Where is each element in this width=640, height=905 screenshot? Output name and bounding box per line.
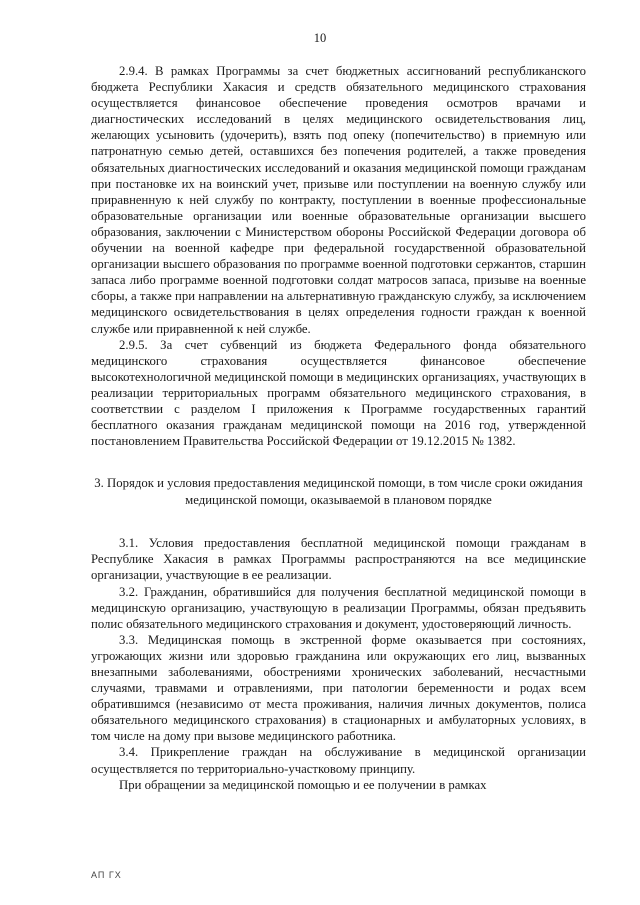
- paragraph-2-9-5: 2.9.5. За счет субвенций из бюджета Федерального фонда обязательного медицинского страхования осуществляется финансовое обеспечение высокотехнологичной медицинской помощи в медицинских организациях, участвующих в реализации территориальных программ обязательного медицинского страхования, в соответствии с разделом I приложения к Программе государственных гарантий бесплатного оказания гражданам медицинской помощи на 2016 год, утвержденной постановлением Правительства Российской Федерации от 19.12.2015 № 1382.: [91, 337, 586, 449]
- paragraph-3-1: 3.1. Условия предоставления бесплатной медицинской помощи гражданам в Республике Хакасия в рамках Программы распространяются на все медицинские организации, участвующие в ее реализации.: [91, 536, 586, 583]
- paragraph-2-9-4: 2.9.4. В рамках Программы за счет бюджетных ассигнований республиканского бюджета Республики Хакасия и средств обязательного медицинского страхования осуществляется финансовое обеспечение проведения осмотров врачами и диагностических исследований в целях медицинского освидетельствования лиц, желающих усыновить (удочерить), взять под опеку (попечительство) в приемную или патронатную семью детей, оставшихся без попечения родителей, а также проведения обязательных диагностических исследований и оказания медицинской помощи гражданам при постановке их на воинский учет, призыве или поступлении на военную службу или приравненную к ней службу по контракту, поступлении в военные профессиональные образовательные организации или военные образовательные организации высшего образования, заключении с Министерством обороны Российской Федерации договора об обучении на военной кафедре при федеральной государственной образовательной организации высшего образования по программе военной подготовки сержантов, старшин запаса либо программе военной подготовки солдат матросов запаса, призыве на военные сборы, а также при направлении на альтернативную гражданскую службу, за исключением медицинского освидетельствования в целях определения годности граждан к военной службе или приравненной к ней службе.: [91, 64, 586, 336]
- paragraph-3-2: 3.2. Гражданин, обратившийся для получения бесплатной медицинской помощи в медицинскую организацию, участвующую в реализации Программы, обязан предъявить полис обязательного медицинского страхования и документ, удостоверяющий личность.: [91, 584, 586, 631]
- document-body: [91, 63, 586, 793]
- section-heading-3: 3. Порядок и условия предоставления медицинской помощи, в том числе сроки ожидания медицинской помощи, оказываемой в плановом порядке: [94, 476, 583, 508]
- page-number: 10: [313, 31, 327, 45]
- paragraph-3-3: 3.3. Медицинская помощь в экстренной форме оказывается при состояниях, угрожающих жизни или здоровью гражданина или окружающих его лиц, вызванных внезапными заболеваниями, обострениями хронических заболеваний, несчастными случаями, травмами и отравлениями, при патологии беременности и родах всем обратившимся (независимо от места проживания, наличия личных документов, полиса обязательного медицинского страхования) в стационарных и амбулаторных условиях, в том числе на дому при вызове медицинского работника.: [91, 632, 586, 744]
- paragraph-3-4: 3.4. Прикрепление граждан на обслуживание в медицинской организации осуществляется по территориально-участковому принципу.: [91, 745, 586, 776]
- paragraph-continuation: При обращении за медицинской помощью и ее получении в рамках: [119, 777, 487, 792]
- footer-mark: АП ГХ: [91, 870, 122, 880]
